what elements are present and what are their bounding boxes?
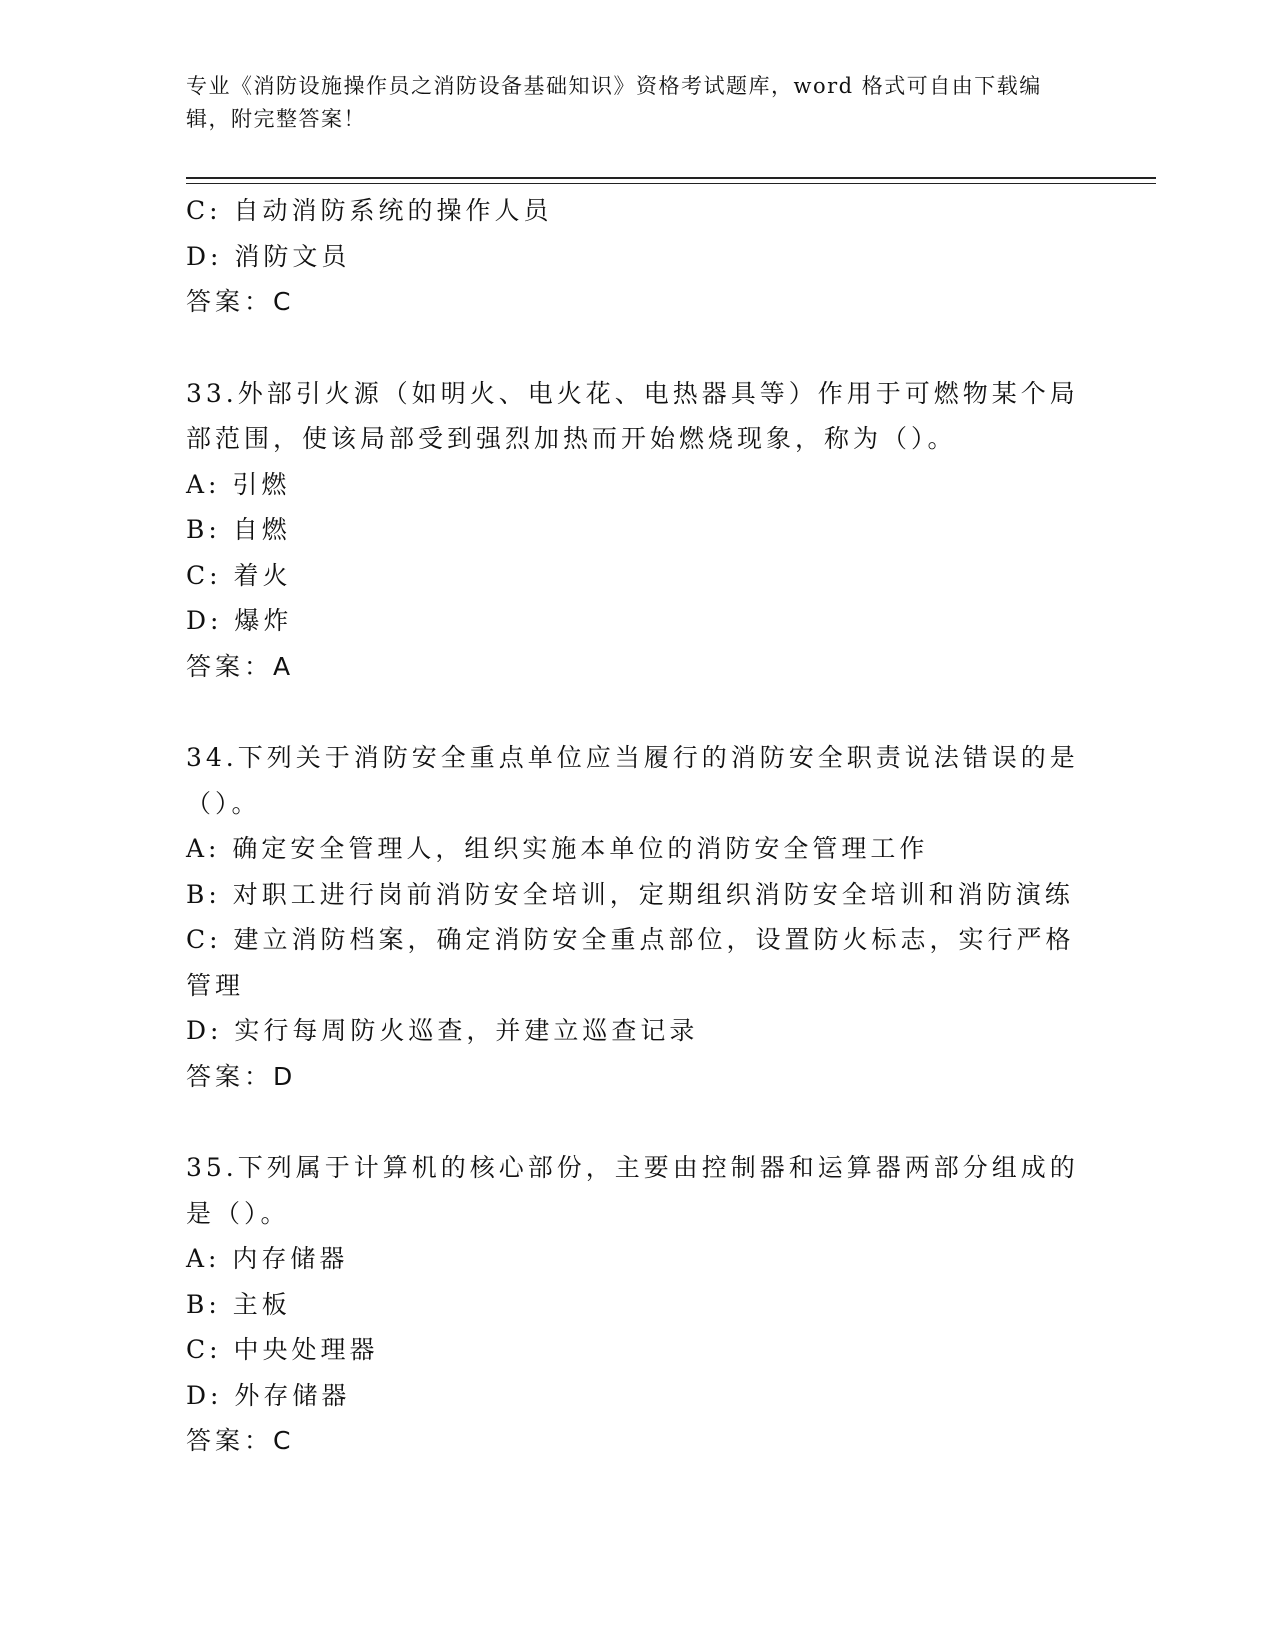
question-content xyxy=(186,188,1086,1464)
option-c: C: 自动消防系统的操作人员 xyxy=(186,196,553,225)
option-d: D: 外存储器 xyxy=(186,1380,351,1410)
answer-line: 答案：D xyxy=(186,1061,297,1091)
question-text: 35.下列属于计算机的核心部份，主要由控制器和运算器两部分组成的是（）。 xyxy=(186,1153,1079,1228)
question-34 xyxy=(186,735,1086,1099)
header-rule-thin xyxy=(186,183,1156,184)
spacer xyxy=(186,1099,1086,1145)
previous-question-tail xyxy=(186,188,1086,325)
answer-line: 答案：C xyxy=(186,287,295,316)
answer-line: 答案：C xyxy=(186,1426,295,1455)
option-d: D: 实行每周防火巡查，并建立巡查记录 xyxy=(186,1016,699,1045)
page-header: 专业《消防设施操作员之消防设备基础知识》资格考试题库，word 格式可自由下载编辑，附完整答案！ xyxy=(186,74,1042,131)
option-b: B: 对职工进行岗前消防安全培训，定期组织消防安全培训和消防演练 xyxy=(186,879,1074,909)
option-a: A: 内存储器 xyxy=(186,1244,349,1273)
option-c: C: 着火 xyxy=(186,560,292,590)
header-rule-thick xyxy=(186,177,1156,179)
option-b: B: 主板 xyxy=(186,1289,291,1319)
spacer xyxy=(186,325,1086,371)
question-35 xyxy=(186,1145,1086,1464)
option-c: C: 建立消防档案，确定消防安全重点部位，设置防火标志，实行严格管理 xyxy=(186,925,1075,1000)
option-d: D: 消防文员 xyxy=(186,241,351,271)
option-d: D: 爆炸 xyxy=(186,606,293,635)
question-text: 34.下列关于消防安全重点单位应当履行的消防安全职责说法错误的是（）。 xyxy=(186,743,1079,818)
answer-line: 答案：A xyxy=(186,651,295,681)
option-a: A: 引燃 xyxy=(186,469,291,499)
option-b: B: 自燃 xyxy=(186,515,291,544)
question-text: 33.外部引火源（如明火、电火花、电热器具等）作用于可燃物某个局部范围，使该局部受到强烈加热而开始燃烧现象，称为（）。 xyxy=(186,378,1079,453)
option-a: A: 确定安全管理人，组织实施本单位的消防安全管理工作 xyxy=(186,834,929,863)
option-c: C: 中央处理器 xyxy=(186,1335,379,1364)
spacer xyxy=(186,689,1086,735)
question-33 xyxy=(186,371,1086,690)
